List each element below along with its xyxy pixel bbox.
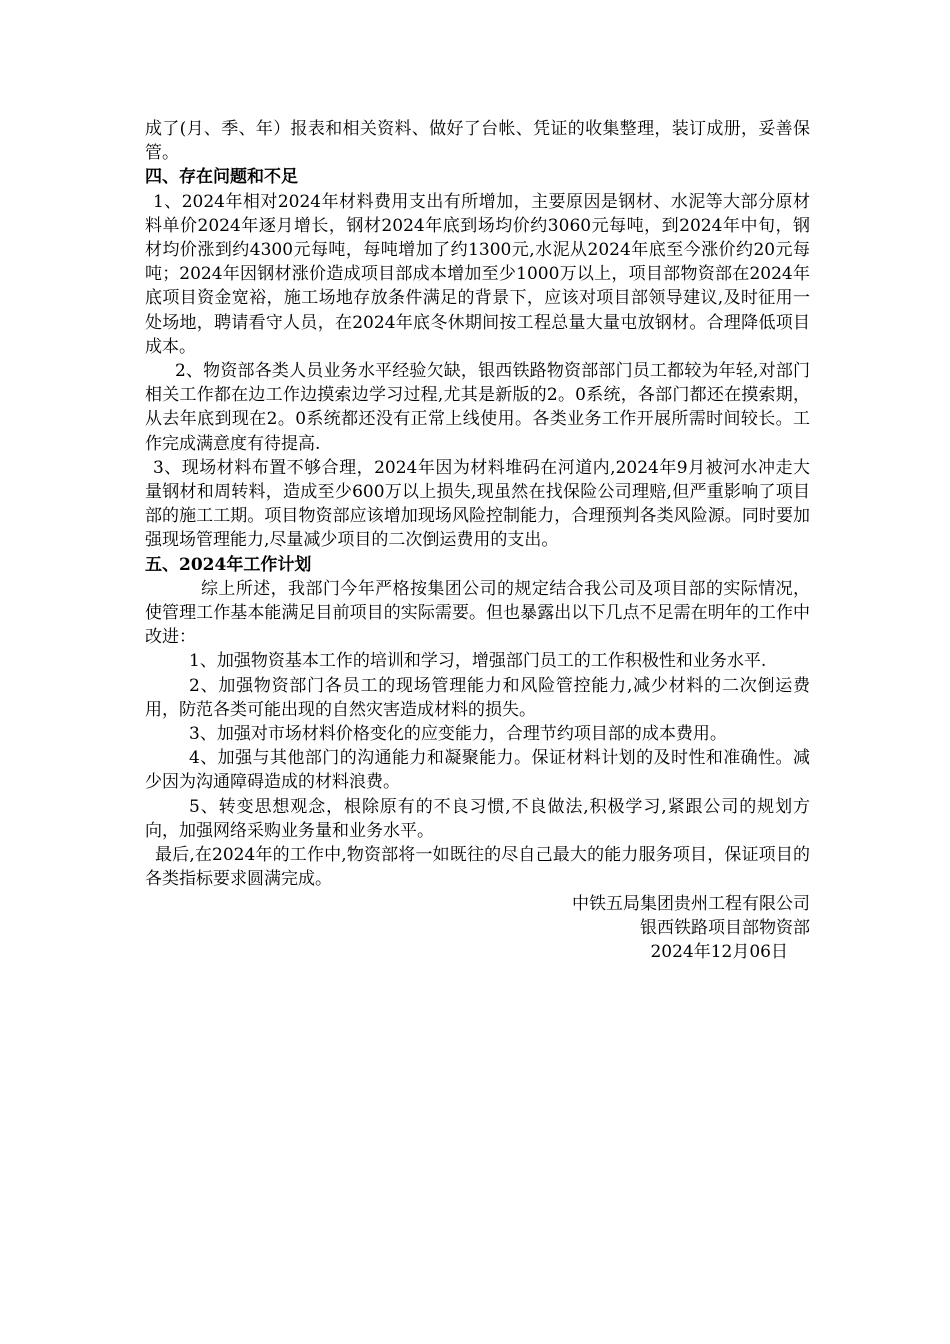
closing-paragraph: 最后,在2024年的工作中,物资部将一如既往的尽自己最大的能力服务项目，保证项目的各类指标要求圆满完成。 (145, 845, 810, 890)
signature-date: 2024年12月06日 (650, 941, 788, 962)
problem-item-3: 3、现场材料布置不够合理，2024年因为材料堆码在河道内,2024年9月被河水冲走大量钢材和周转料，造成至少600万以上损失,现虽然在找保险公司理赔,但严重影响了项目部的施工工期。项目物资部应该增加现场风险控制能力，合理预判各类风险源。同时要加强现场管理能力,尽量减少项目的二次倒运费用的支出。 (145, 457, 810, 551)
problem-item-2: 2、物资部各类人员业务水平经验欠缺，银西铁路物资部部门员工都较为年轻,对部门相关工作都在边工作边摸索边学习过程,尤其是新版的2。0系统，各部门都还在摸索期，从去年底到现在2。0系统都还没有正常上线使用。各类业务工作开展所需时间较长。工作完成满意度有待提高. (145, 361, 810, 454)
plan-item-3: 3、加强对市场材料价格变化的应变能力，合理节约项目部的成本费用。 (189, 724, 727, 745)
plan-item-2: 2、加强物资部门各员工的现场管理能力和风险管控能力,减少材料的二次倒运费用，防范各类可能出现的自然灾害造成材料的损失。 (145, 675, 810, 720)
plan-item-4: 4、加强与其他部门的沟通能力和凝聚能力。保证材料计划的及时性和准确性。减少因为沟通障碍造成的材料浪费。 (145, 748, 810, 793)
signature-department: 银西铁路项目部物资部 (640, 917, 810, 938)
document-body (145, 117, 810, 964)
plan-item-1: 1、加强物资基本工作的培训和学习，增强部门员工的工作积极性和业务水平. (189, 651, 767, 672)
plan-summary: 综上所述，我部门今年严格按集团公司的规定结合我公司及项目部的实际情况，使管理工作基本能满足目前项目的实际需要。但也暴露出以下几点不足需在明年的工作中改进： (145, 578, 810, 648)
section-4-heading: 四、存在问题和不足 (145, 167, 298, 188)
plan-item-5: 5、转变思想观念，根除原有的不良习惯,不良做法,积极学习,紧跟公司的规划方向，加强网络采购业务量和业务水平。 (145, 796, 810, 841)
intro-paragraph: 成了(月、季、年）报表和相关资料、做好了台帐、凭证的收集整理，装订成册，妥善保管。 (145, 119, 810, 164)
signature-company: 中铁五局集团贵州工程有限公司 (572, 893, 810, 914)
section-5-heading: 五、2024年工作计划 (145, 554, 312, 575)
problem-item-1: 1、2024年相对2024年材料费用支出有所增加，主要原因是钢材、水泥等大部分原材料单价2024年逐月增长，钢材2024年底到场均价约3060元每吨，到2024年中旬，钢材均价涨到约4300元每吨，每吨增加了约1300元,水泥从2024年底至今涨价约20元每吨；2024年因钢材涨价造成项目部成本增加至少1000万以上，项目部物资部在2024年底项目资金宽裕，施工场地存放条件满足的背景下，应该对项目部领导建议,及时征用一处场地，聘请看守人员，在2024年底冬休期间按工程总量大量屯放钢材。合理降低项目成本。 (145, 191, 810, 357)
